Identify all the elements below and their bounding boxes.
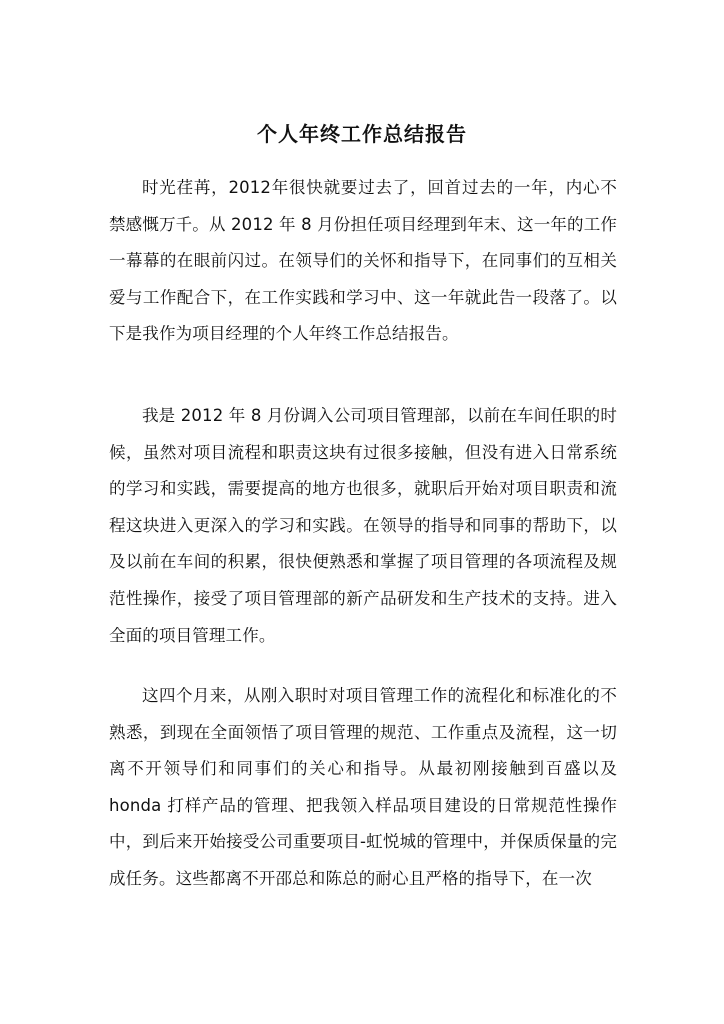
paragraph-intro: 时光荏苒，2012年很快就要过去了，回首过去的一年，内心不禁感慨万千。从 2012 年 8 月份担任项目经理到年末、这一年的工作一幕幕的在眼前闪过。在领导们的关怀和指导下，在同事们的互相关爱与工作配合下，在工作实践和学习中、这一年就此告一段落了。以下是我作为项目经理的个人年终工作总结报告。 [109, 178, 617, 344]
paragraph-background: 我是 2012 年 8 月份调入公司项目管理部，以前在车间任职的时候，虽然对项目流程和职责这块有过很多接触，但没有进入日常系统的学习和实践，需要提高的地方也很多，就职后开始对项目职责和流程这块进入更深入的学习和实践。在领导的指导和同事的帮助下，以及以前在车间的积累，很快便熟悉和掌握了项目管理的各项流程及规范性操作，接受了项目管理部的新产品研发和生产技术的支持。进入全面的项目管理工作。 [109, 406, 617, 645]
document-title: 个人年终工作总结报告 [257, 122, 467, 146]
paragraph-four-months: 这四个月来，从刚入职时对项目管理工作的流程化和标准化的不熟悉，到现在全面领悟了项目管理的规范、工作重点及流程，这一切离不开领导们和同事们的关心和指导。从最初刚接触到百盛以及 honda 打样产品的管理、把我领入样品项目建设的日常规范性操作中，到后来开始接受公司重要项目-虹悦城的管理中，并保质保量的完成任务。这些都离不开邵总和陈总的耐心且严格的指导下，在一次 [109, 686, 617, 888]
